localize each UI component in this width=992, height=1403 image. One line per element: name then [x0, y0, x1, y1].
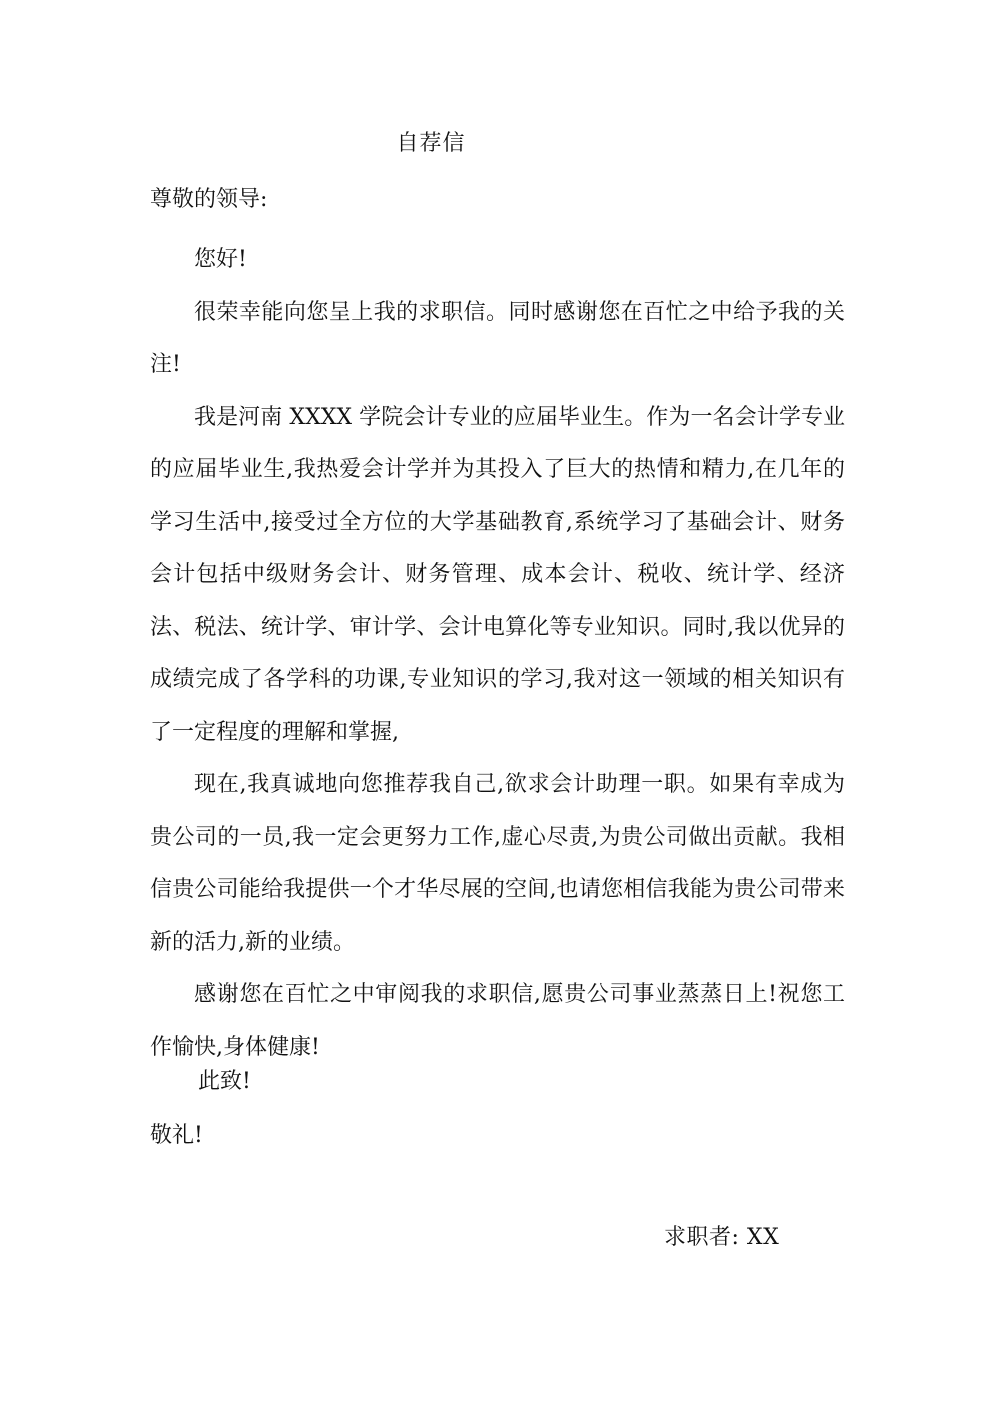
signature-line: 求职者: XX — [664, 1225, 780, 1250]
greeting-paragraph: 您好! — [194, 247, 247, 272]
body-paragraph: 我是河南 XXXX 学院会计专业的应届毕业生。作为一名会计学专业的应届毕业生,我热爱会计学并为其投入了巨大的热情和精力,在几年的学习生活中,接受过全方位的大学基础教育,系统学习了基础会计、财务会计包括中级财务会计、财务管理、成本会计、税收、统计学、经济法、税法、统计学、审计学、会计电算化等专业知识。同时,我以优异的成绩完成了各学科的功课,专业知识的学习,我对这一领域的相关知识有了一定程度的理解和掌握, — [150, 404, 845, 745]
salutation: 尊敬的领导: — [150, 187, 268, 212]
closing-line-2: 敬礼! — [150, 1123, 203, 1148]
body-paragraph: 很荣幸能向您呈上我的求职信。同时感谢您在百忙之中给予我的关注! — [150, 299, 845, 377]
document-title: 自荐信 — [396, 131, 466, 156]
body-paragraph: 现在,我真诚地向您推荐我自己,欲求会计助理一职。如果有幸成为贵公司的一员,我一定会更努力工作,虚心尽责,为贵公司做出贡献。我相信贵公司能给我提供一个才华尽展的空间,也请您相信我能为贵公司带来新的活力,新的业绩。 — [150, 772, 845, 955]
body-paragraph: 感谢您在百忙之中审阅我的求职信,愿贵公司事业蒸蒸日上!祝您工作愉快,身体健康! — [150, 982, 845, 1060]
letter-body — [150, 234, 845, 1074]
closing-line-1: 此致! — [198, 1069, 251, 1094]
